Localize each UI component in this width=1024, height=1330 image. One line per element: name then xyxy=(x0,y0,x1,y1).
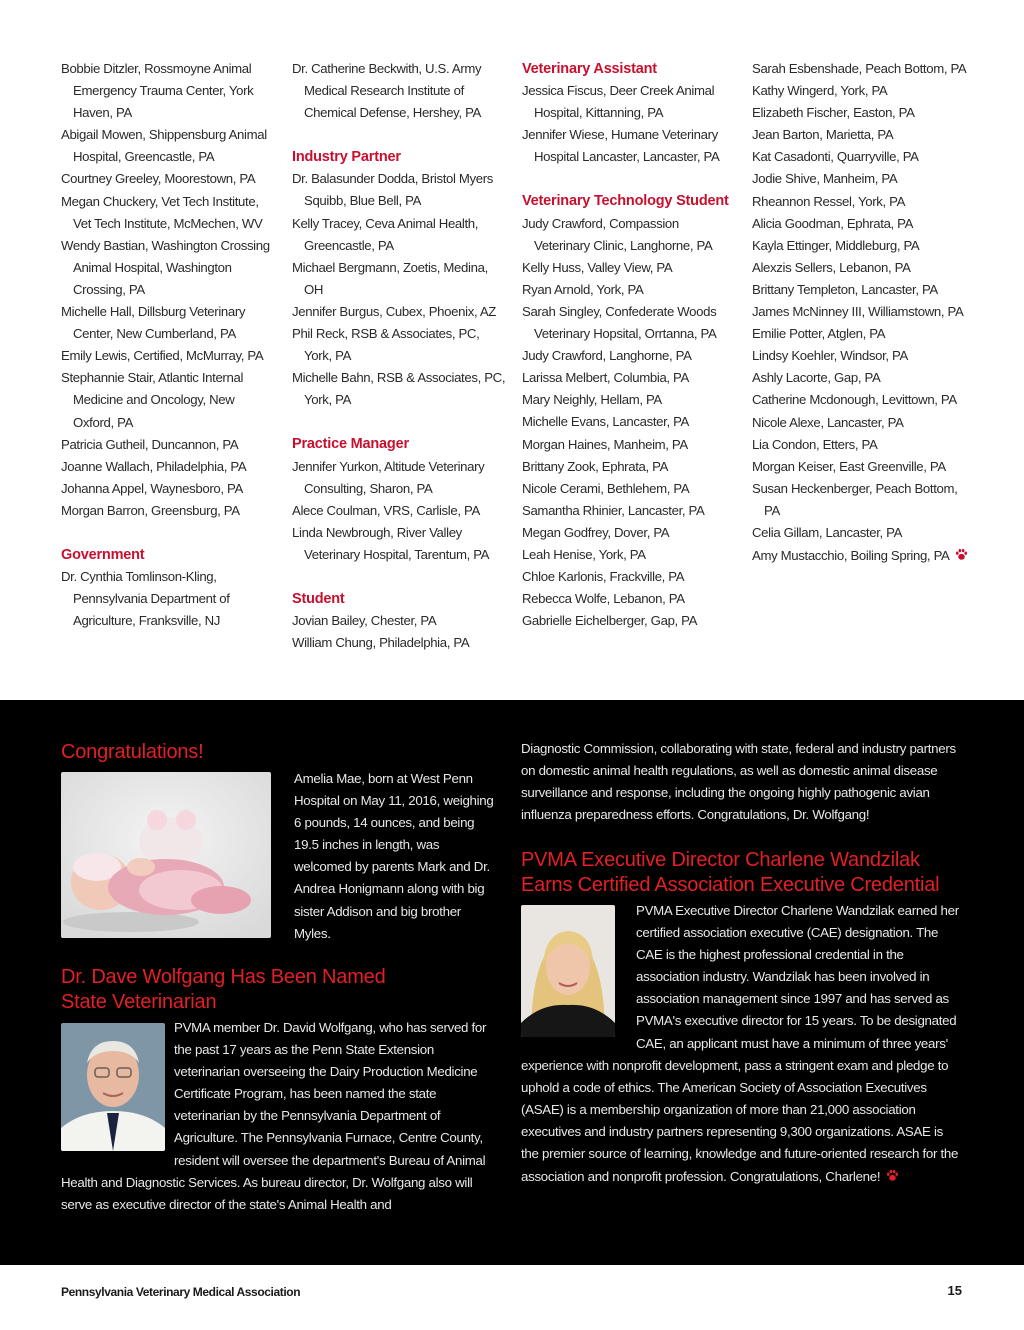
list-item: Brittany Templeton, Lancaster, PA xyxy=(752,281,938,297)
list-item: Emilie Potter, Atglen, PA xyxy=(752,326,886,342)
list-item: Kayla Ettinger, Middleburg, PA xyxy=(752,237,920,253)
list-item: Alece Coulman, VRS, Carlisle, PA xyxy=(292,502,480,518)
page-footer xyxy=(0,1265,1024,1330)
list-item: Joanne Wallach, Philadelphia, PA xyxy=(61,458,247,474)
list-item: Judy Crawford, Langhorne, PA xyxy=(522,348,692,364)
wandzilak-heading: PVMA Executive Director Charlene Wandzilak Earns Certified Association Executive Credential xyxy=(521,849,940,896)
wandzilak-text xyxy=(521,903,959,1184)
list-item: Gabrielle Eichelberger, Gap, PA xyxy=(522,613,698,629)
list-item: Michael Bergmann, Zoetis, Medina, OH xyxy=(292,259,488,297)
list-item: Courtney Greeley, Moorestown, PA xyxy=(61,171,256,187)
news-section xyxy=(0,700,1024,1265)
list-item: Kelly Huss, Valley View, PA xyxy=(522,259,673,275)
column-1 xyxy=(61,58,276,632)
list-item: Jennifer Wiese, Humane Veterinary Hospital Lancaster, Lancaster, PA xyxy=(522,127,720,165)
list-item: Michelle Bahn, RSB & Associates, PC, York, PA xyxy=(292,370,506,408)
list-item: Samantha Rhinier, Lancaster, PA xyxy=(522,502,705,518)
list-item: Nicole Cerami, Bethlehem, PA xyxy=(522,480,690,496)
list-item: Rebecca Wolfe, Lebanon, PA xyxy=(522,591,685,607)
list-item: Abigail Mowen, Shippensburg Animal Hospital, Greencastle, PA xyxy=(61,127,267,165)
list-item: Ashly Lacorte, Gap, PA xyxy=(752,370,881,386)
list-item: Morgan Keiser, East Greenville, PA xyxy=(752,458,946,474)
list-item: Chloe Karlonis, Frackville, PA xyxy=(522,569,685,585)
list-item: Catherine Mcdonough, Levittown, PA xyxy=(752,392,957,408)
list-item: Jennifer Yurkon, Altitude Veterinary Consulting, Sharon, PA xyxy=(292,458,485,496)
column-3 xyxy=(522,58,737,632)
list-item: Megan Godfrey, Dover, PA xyxy=(522,524,670,540)
wandzilak-text-start: PVMA Executive Director Charlene Wandzilak earned her certified association executive (CAE) designation. The CAE is the highest professional credential in the association industry. Wandzilak has been involved in association management since 1997 and has served as PVMA's executive director for 15 years. To be designated CAE, an applicant must have a minimum of three years' experience with nonprofit development, pass a stringent exam and pledge to uphold a code of ethics. The American Society of Association Executives (ASAE) is a membership organization of more than 21,000 association executives and industry partners representing 9,300 organizations. ASAE is the premier source of learning, knowledge and future-oriented research for the association and nonprofit profession. Congratulations, Charlene! xyxy=(521,903,959,1185)
list-item: Patricia Gutheil, Duncannon, PA xyxy=(61,436,239,452)
baby-photo xyxy=(61,772,271,938)
list-item: James McNinney III, Williamstown, PA xyxy=(752,304,964,320)
list-item: Dr. Cynthia Tomlinson-Kling, Pennsylvania Department of Agriculture, Franksville, NJ xyxy=(61,569,230,629)
list-item-text: Amy Mustacchio, Boiling Spring, PA xyxy=(752,548,950,564)
category-heading-veterinary-assistant: Veterinary Assistant xyxy=(522,61,657,77)
category-heading-practice-manager: Practice Manager xyxy=(292,436,409,453)
list-item: Sarah Esbenshade, Peach Bottom, PA xyxy=(752,61,967,76)
wolfgang-heading: Dr. Dave Wolfgang Has Been Named State Veterinarian xyxy=(61,966,386,1013)
list-item: Kathy Wingerd, York, PA xyxy=(752,83,888,99)
footer-organization: Pennsylvania Veterinary Medical Association xyxy=(61,1285,301,1299)
list-item: Kelly Tracey, Ceva Animal Health, Greencastle, PA xyxy=(292,215,479,253)
list-item: Sarah Singley, Confederate Woods Veterinary Hopsital, Orrtanna, PA xyxy=(522,303,717,342)
category-heading-industry-partner: Industry Partner xyxy=(292,149,401,166)
list-item: Ryan Arnold, York, PA xyxy=(522,281,644,297)
list-item: Megan Chuckery, Vet Tech Institute, Vet Tech Institute, McMechen, WV xyxy=(61,193,263,231)
list-item: Leah Henise, York, PA xyxy=(522,546,646,562)
category-heading-vet-tech-student: Veterinary Technology Student xyxy=(522,193,729,210)
list-item: Stephannie Stair, Atlantic Internal Medicine and Oncology, New Oxford, PA xyxy=(61,370,244,430)
list-item: Phil Reck, RSB & Associates, PC, York, PA xyxy=(292,326,480,364)
list-item: Brittany Zook, Ephrata, PA xyxy=(522,458,669,474)
wolfgang-continued: Diagnostic Commission, collaborating with state, federal and industry partners on domestic animal health regulations, as well as domestic animal disease surveillance and response, including the ongoing highly pathogenic avian influenza preparedness efforts. Congratulations, Dr. Wolfgang! xyxy=(521,741,956,823)
list-item: Susan Heckenberger, Peach Bottom, PA xyxy=(752,480,958,518)
list-item: Dr. Balasunder Dodda, Bristol Myers Squibb, Blue Bell, PA xyxy=(292,171,494,209)
list-item: Jessica Fiscus, Deer Creek Animal Hospital, Kittanning, PA xyxy=(522,83,715,121)
list-item: Michelle Evans, Lancaster, PA xyxy=(522,414,689,430)
congrats-heading: Congratulations! xyxy=(61,741,204,763)
wolfgang-body xyxy=(61,1017,501,1216)
wandzilak-body xyxy=(521,900,961,1188)
list-item: Wendy Bastian, Washington Crossing Animal Hospital, Washington Crossing, PA xyxy=(61,237,270,297)
category-heading-student: Student xyxy=(292,590,345,607)
list-item: Lindsy Koehler, Windsor, PA xyxy=(752,348,908,364)
list-item: Lia Condon, Etters, PA xyxy=(752,436,878,452)
list-item: Rheannon Ressel, York, PA xyxy=(752,193,906,209)
list-item: Larissa Melbert, Columbia, PA xyxy=(522,370,689,386)
list-item: Jodie Shive, Manheim, PA xyxy=(752,171,898,187)
list-item: Johanna Appel, Waynesboro, PA xyxy=(61,480,243,496)
page-number: 15 xyxy=(947,1283,962,1298)
congrats-body: Amelia Mae, born at West Penn Hospital on May 11, 2016, weighing 6 pounds, 14 ounces, and being 19.5 inches in length, was welcomed by parents Mark and Dr. Andrea Honigmann along with big sister Addison and big brother Myles. xyxy=(294,771,494,941)
list-item xyxy=(752,544,972,567)
column-4 xyxy=(752,58,972,567)
list-item: Kat Casadonti, Quarryville, PA xyxy=(752,149,919,165)
list-item: Mary Neighly, Hellam, PA xyxy=(522,392,662,408)
list-item: Morgan Haines, Manheim, PA xyxy=(522,436,688,452)
list-item: Alexzis Sellers, Lebanon, PA xyxy=(752,259,911,275)
paw-icon xyxy=(886,1168,899,1184)
list-item: Elizabeth Fischer, Easton, PA xyxy=(752,105,915,121)
list-item: Jean Barton, Marietta, PA xyxy=(752,127,894,143)
list-item: Judy Crawford, Compassion Veterinary Clinic, Langhorne, PA xyxy=(522,215,713,253)
paw-icon xyxy=(955,547,968,563)
list-item: Alicia Goodman, Ephrata, PA xyxy=(752,215,914,231)
list-item: Dr. Catherine Beckwith, U.S. Army Medical Research Institute of Chemical Defense, Hershey, PA xyxy=(292,61,482,121)
list-item: Jennifer Burgus, Cubex, Phoenix, AZ xyxy=(292,303,496,319)
list-item: Emily Lewis, Certified, McMurray, PA xyxy=(61,348,264,364)
list-item: Jovian Bailey, Chester, PA xyxy=(292,613,437,629)
list-item: Nicole Alexe, Lancaster, PA xyxy=(752,414,904,430)
list-item: Morgan Barron, Greensburg, PA xyxy=(61,502,240,518)
list-item: Linda Newbrough, River Valley Veterinary Hospital, Tarentum, PA xyxy=(292,524,490,562)
list-item: William Chung, Philadelphia, PA xyxy=(292,635,470,651)
list-item: Bobbie Ditzler, Rossmoyne Animal Emergency Trauma Center, York Haven, PA xyxy=(61,61,254,121)
list-item: Celia Gillam, Lancaster, PA xyxy=(752,524,903,540)
column-2 xyxy=(292,58,507,654)
list-item: Michelle Hall, Dillsburg Veterinary Center, New Cumberland, PA xyxy=(61,304,246,342)
wolfgang-text: PVMA member Dr. David Wolfgang, who has served for the past 17 years as the Penn State Extension veterinarian overseeing the Dairy Production Medicine Certificate Program, has been named the state veterinarian by the Pennsylvania Department of Agriculture. The Pennsylvania Furnace, Centre County, resident will oversee the department's Bureau of Animal Health and Diagnostic Services. As bureau director, Dr. Wolfgang also will serve as executive director of the state's Animal Health and xyxy=(61,1020,487,1212)
category-heading-government: Government xyxy=(61,546,145,563)
